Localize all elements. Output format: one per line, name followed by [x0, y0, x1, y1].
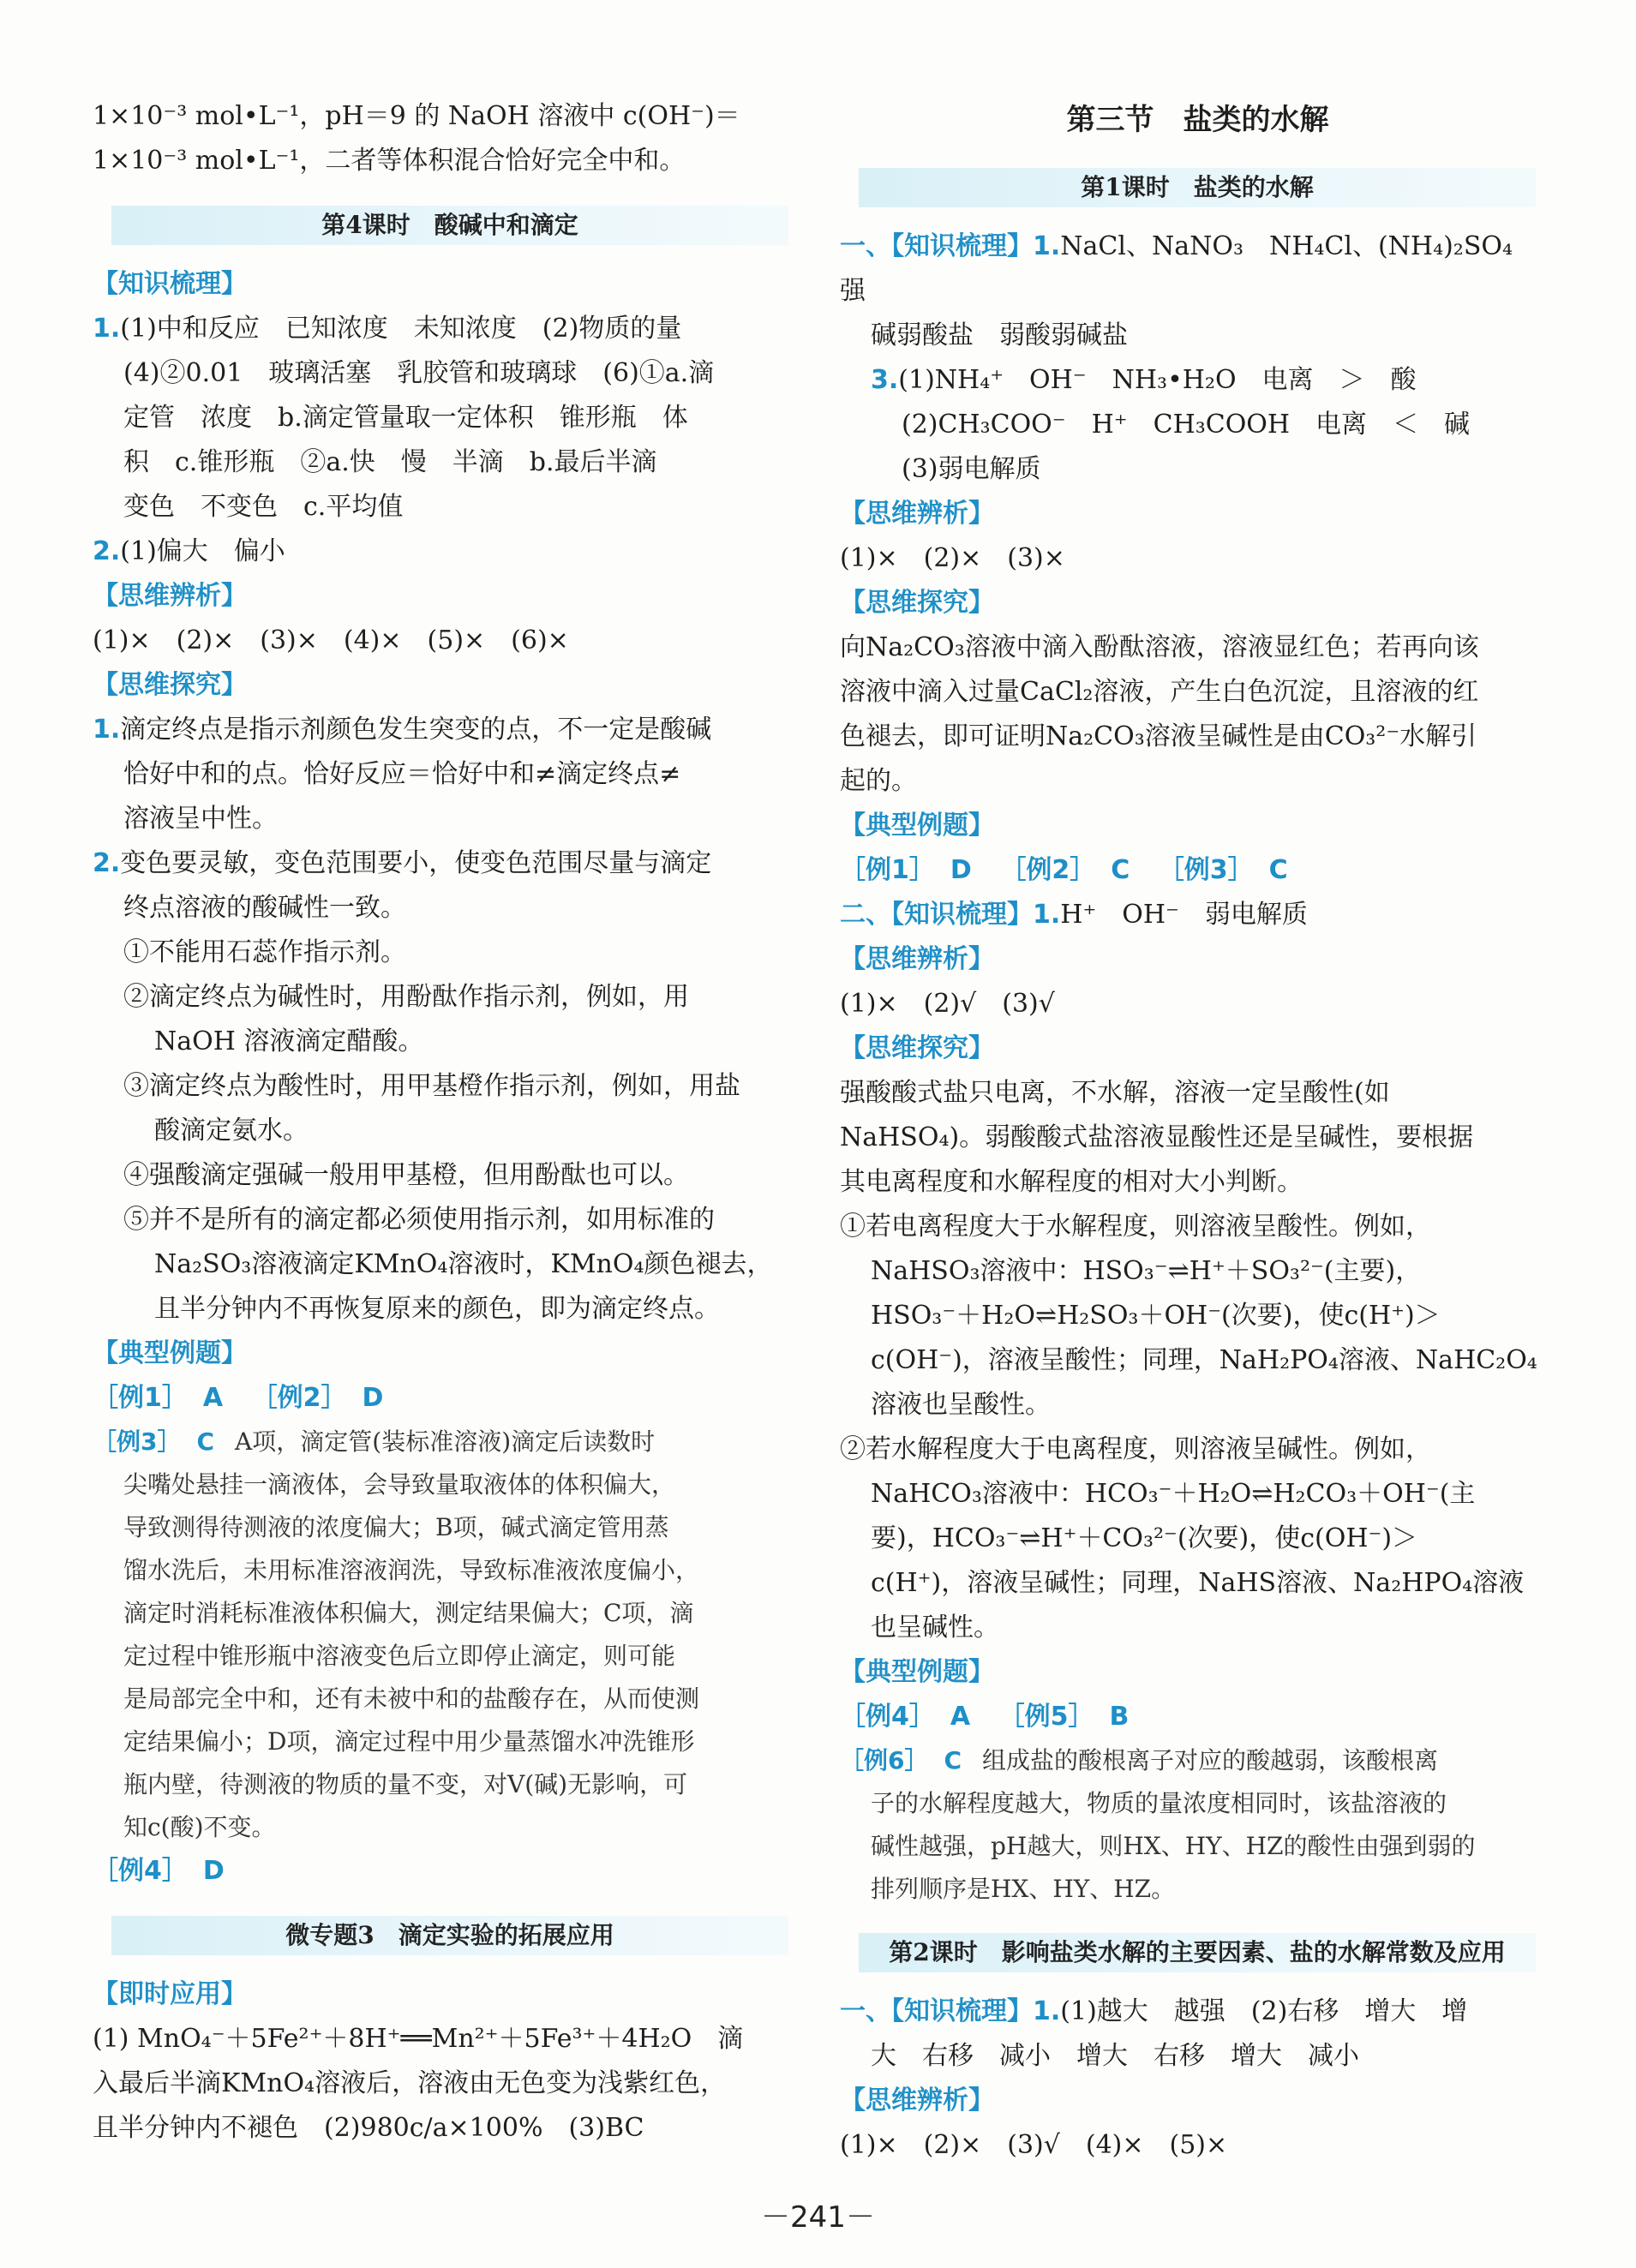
text-line: 且半分钟内不褪色 (2)980c/a×100% (3)BC [93, 2113, 644, 2143]
section-heading: 【典型例题】 [840, 811, 994, 841]
text-line: 滴定时消耗标准液体积偏大，测定结果偏大；C项，滴 [123, 1599, 694, 1627]
text-line: 是局部完全中和，还有未被中和的盐酸存在，从而使测 [123, 1685, 700, 1713]
example-answer: A [950, 1702, 971, 1732]
text-line: HSO₃⁻＋H₂O⇌H₂SO₃＋OH⁻(次要)，使c(H⁺)＞ [871, 1301, 1441, 1331]
text-line: H⁺ OH⁻ 弱电解质 [1060, 900, 1308, 930]
item-number: 3. [871, 365, 899, 395]
text-line: 导致测得待测液的浓度偏大；B项，碱式滴定管用蒸 [123, 1513, 669, 1541]
example-label: ［例5］ [998, 1702, 1094, 1732]
text-line: ②滴定终点为碱性时，用酚酞作指示剂，例如，用 [123, 982, 689, 1012]
text-line: 溶液中滴入过量CaCl₂溶液，产生白色沉淀，且溶液的红 [840, 677, 1479, 707]
text-line: 恰好中和的点。恰好反应＝恰好中和≠滴定终点≠ [123, 759, 681, 789]
part-prefix: 二、 [840, 900, 891, 930]
example-label: ［例4］ [840, 1702, 935, 1732]
example-answer: C [1268, 855, 1288, 885]
text-line: 馏水洗后，未用标准溶液润洗，导致标准液浓度偏小， [123, 1556, 700, 1584]
text-line: c(OH⁻)，溶液呈酸性；同理，NaH₂PO₄溶液、NaHC₂O₄ [871, 1345, 1537, 1375]
text-line: 定管 浓度 b.滴定管量取一定体积 锥形瓶 体 [123, 403, 688, 433]
text-line: 子的水解程度越大，物质的量浓度相同时，该盐溶液的 [871, 1789, 1447, 1817]
text-line: 滴定终点是指示剂颜色发生突变的点，不一定是酸碱 [120, 715, 712, 745]
lesson-banner: 第4课时 酸碱中和滴定 [111, 206, 788, 245]
item-number: 2. [93, 848, 121, 878]
section-heading: 【思维辨析】 [93, 581, 247, 611]
text-line: 定结果偏小；D项，滴定过程中用少量蒸馏水冲洗锥形 [123, 1727, 695, 1756]
text-line: (3)弱电解质 [902, 454, 1041, 484]
section-heading: 【思维探究】 [840, 588, 994, 618]
text-line: (1)中和反应 已知浓度 未知浓度 (2)物质的量 [120, 314, 682, 344]
text-line: ⑤并不是所有的滴定都必须使用指示剂，如用标准的 [123, 1205, 715, 1235]
section-heading: 【知识梳理】 [891, 1996, 1033, 2026]
left-column [93, 94, 808, 2151]
text-line: 起的。 [840, 766, 917, 796]
text-line: 变色要灵敏，变色范围要小，使变色范围尽量与滴定 [120, 848, 712, 878]
text-line: 组成盐的酸根离子对应的酸越弱，该酸根离 [982, 1746, 1439, 1774]
item-number: 1. [1033, 1996, 1061, 2026]
topic-banner: 微专题3 滴定实验的拓展应用 [111, 1916, 788, 1955]
text-line: Na₂SO₃溶液滴定KMnO₄溶液时，KMnO₄颜色褪去， [154, 1249, 773, 1279]
text-line: 1×10⁻³ mol•L⁻¹，pH＝9 的 NaOH 溶液中 c(OH⁻)＝ [93, 101, 740, 131]
example-label: ［例4］ [93, 1856, 188, 1886]
section-heading: 【典型例题】 [93, 1338, 247, 1368]
text-line: 终点溶液的酸碱性一致。 [123, 893, 406, 923]
example-label: ［例1］ [840, 855, 935, 885]
text-line: 排列顺序是HX、HY、HZ。 [871, 1875, 1176, 1903]
item-number: 1. [93, 314, 121, 344]
example-answer: A [202, 1383, 224, 1413]
text-line: 也呈碱性。 [871, 1613, 999, 1643]
page-number: －241－ [761, 2200, 875, 2235]
text-line: 酸滴定氨水。 [154, 1116, 309, 1146]
text-line: 1×10⁻³ mol•L⁻¹，二者等体积混合恰好完全中和。 [93, 146, 686, 176]
part-prefix: 一、 [840, 231, 891, 261]
text-line: 其电离程度和水解程度的相对大小判断。 [840, 1167, 1303, 1197]
text-line: 强酸酸式盐只电离，不水解，溶液一定呈酸性(如 [840, 1078, 1390, 1108]
section-heading: 【典型例题】 [840, 1657, 994, 1687]
text-line: (2)CH₃COO⁻ H⁺ CH₃COOH 电离 ＜ 碱 [902, 410, 1471, 440]
example-answer: D [202, 1856, 225, 1886]
right-column [840, 94, 1555, 2168]
text-line: (1)NH₄⁺ OH⁻ NH₃•H₂O 电离 ＞ 酸 [898, 365, 1417, 395]
item-number: 1. [93, 715, 121, 745]
text-line: 变色 不变色 c.平均值 [123, 492, 404, 522]
text-line: 溶液也呈酸性。 [871, 1390, 1051, 1420]
item-number: 2. [93, 536, 121, 566]
text-line: 尖嘴处悬挂一滴液体，会导致量取液体的体积偏大， [123, 1470, 676, 1499]
text-line: ②若水解程度大于电离程度，则溶液呈碱性。例如， [840, 1434, 1431, 1464]
lesson-banner: 第1课时 盐类的水解 [859, 168, 1536, 207]
text-line: (1) MnO₄⁻＋5Fe²⁺＋8H⁺══Mn²⁺＋5Fe³⁺＋4H₂O 滴 [93, 2024, 744, 2054]
section-heading: 【思维辨析】 [840, 944, 994, 974]
section-heading: 【知识梳理】 [93, 269, 247, 299]
item-number: 1. [1033, 900, 1061, 930]
text-line: (1)× (2)√ (3)√ [840, 989, 1055, 1019]
example-answer: C [1111, 855, 1130, 885]
section-heading: 【思维辨析】 [840, 2085, 994, 2115]
example-label: ［例2］ [1000, 855, 1096, 885]
text-line: (1)偏大 偏小 [120, 536, 285, 566]
example-label: ［例3］ [93, 1427, 182, 1456]
text-line: 积 c.锥形瓶 ②a.快 慢 半滴 b.最后半滴 [123, 447, 657, 477]
text-line: 大 右移 减小 增大 右移 增大 减小 [871, 2041, 1359, 2071]
text-line: 知c(酸)不变。 [123, 1813, 276, 1841]
text-line: ①不能用石蕊作指示剂。 [123, 937, 406, 967]
text-line: c(H⁺)，溶液呈碱性；同理，NaHS溶液、Na₂HPO₄溶液 [871, 1568, 1525, 1598]
text-line: (1)× (2)× (3)√ (4)× (5)× [840, 2130, 1228, 2160]
text-line: ③滴定终点为酸性时，用甲基橙作指示剂，例如，用盐 [123, 1071, 740, 1101]
text-line: NaHCO₃溶液中：HCO₃⁻＋H₂O⇌H₂CO₃＋OH⁻(主 [871, 1479, 1476, 1509]
example-answer: C [944, 1746, 962, 1774]
example-answer: D [950, 855, 972, 885]
text-line: NaHSO₄)。弱酸酸式盐溶液显酸性还是呈碱性，要根据 [840, 1122, 1474, 1152]
text-line: NaOH 溶液滴定醋酸。 [154, 1026, 424, 1056]
text-line: NaHSO₃溶液中：HSO₃⁻⇌H⁺＋SO₃²⁻(主要)， [871, 1256, 1422, 1286]
text-line: 且半分钟内不再恢复原来的颜色，即为滴定终点。 [154, 1294, 720, 1324]
section-title: 第三节 盐类的水解 [1066, 103, 1329, 137]
lesson-banner: 第2课时 影响盐类水解的主要因素、盐的水解常数及应用 [859, 1933, 1536, 1972]
text-line: 碱弱酸盐 弱酸弱碱盐 [871, 320, 1128, 350]
text-line: 入最后半滴KMnO₄溶液后，溶液由无色变为浅紫红色， [93, 2068, 727, 2098]
text-line: 向Na₂CO₃溶液中滴入酚酞溶液，溶液显红色；若再向该 [840, 632, 1479, 662]
example-label: ［例1］ [93, 1383, 188, 1413]
text-line: 碱性越强，pH越大，则HX、HY、HZ的酸性由强到弱的 [871, 1832, 1476, 1860]
text-line: ①若电离程度大于水解程度，则溶液呈酸性。例如， [840, 1212, 1431, 1242]
example-answer: D [362, 1383, 384, 1413]
text-line: 瓶内壁，待测液的物质的量不变，对V(碱)无影响，可 [123, 1770, 688, 1798]
text-line: (1)越大 越强 (2)右移 增大 增 [1060, 1996, 1468, 2026]
text-line: 色褪去，即可证明Na₂CO₃溶液呈碱性是由CO₃²⁻水解引 [840, 721, 1477, 751]
example-answer: C [196, 1427, 215, 1456]
section-heading: 【知识梳理】 [891, 900, 1033, 930]
section-heading: 【即时应用】 [93, 1979, 247, 2009]
example-answer: B [1109, 1702, 1130, 1732]
section-heading: 【思维探究】 [93, 670, 247, 700]
text-line: 定过程中锥形瓶中溶液变色后立即停止滴定，则可能 [123, 1642, 676, 1670]
example-label: ［例3］ [1158, 855, 1254, 885]
text-line: (4)②0.01 玻璃活塞 乳胶管和玻璃球 (6)①a.滴 [123, 358, 715, 388]
section-heading: 【思维探究】 [840, 1033, 994, 1063]
text-line: (1)× (2)× (3)× [840, 543, 1065, 573]
text-line: NaCl、NaNO₃ NH₄Cl、(NH₄)₂SO₄ 强 [840, 231, 1539, 306]
part-prefix: 一、 [840, 1996, 891, 2026]
text-line: ④强酸滴定强碱一般用甲基橙，但用酚酞也可以。 [123, 1160, 689, 1190]
text-line: (1)× (2)× (3)× (4)× (5)× (6)× [93, 625, 569, 655]
section-heading: 【思维辨析】 [840, 499, 994, 529]
example-label: ［例6］ [840, 1746, 929, 1774]
text-line: A项，滴定管(装标准溶液)滴定后读数时 [235, 1427, 656, 1456]
example-label: ［例2］ [251, 1383, 347, 1413]
text-line: 要)，HCO₃⁻⇌H⁺＋CO₃²⁻(次要)，使c(OH⁻)＞ [871, 1523, 1418, 1553]
item-number: 1. [1033, 231, 1061, 261]
text-line: 溶液呈中性。 [123, 804, 278, 834]
section-heading: 【知识梳理】 [891, 231, 1033, 261]
